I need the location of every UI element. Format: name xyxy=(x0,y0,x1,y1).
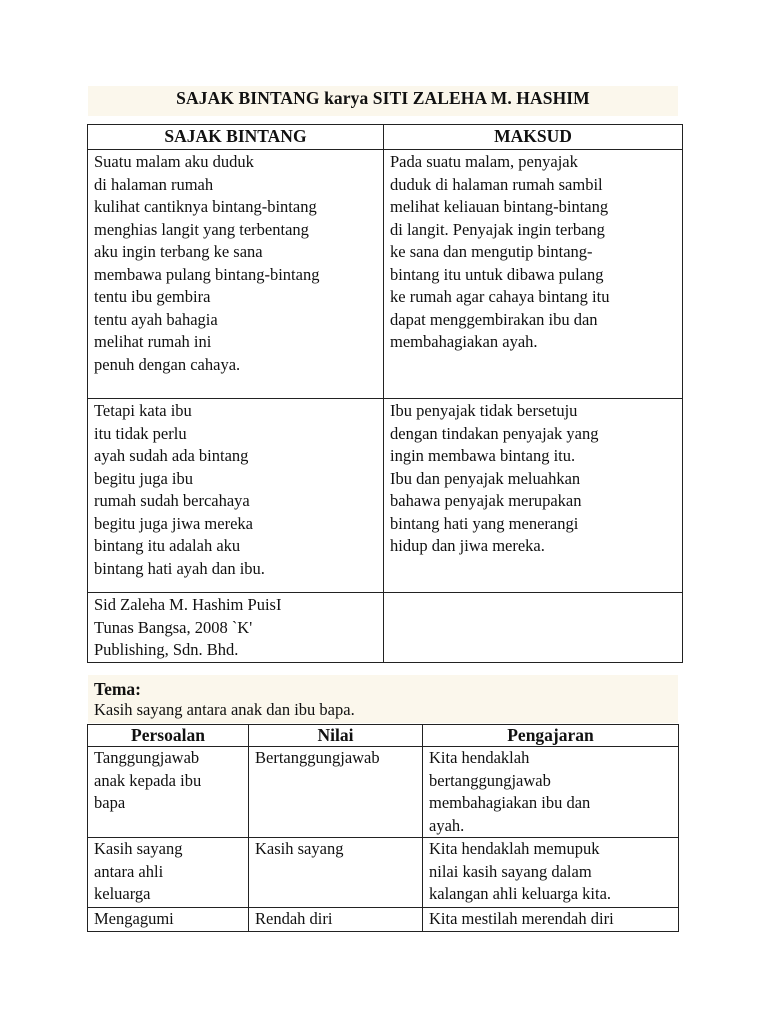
poem-line: Tetapi kata ibu xyxy=(94,401,192,420)
poem-line: tentu ibu gembira xyxy=(94,287,211,306)
meaning-line: duduk di halaman rumah sambil xyxy=(390,174,603,194)
persoalan-line: anak kepada ibu xyxy=(94,770,202,790)
pengajaran-cell xyxy=(423,908,679,932)
pengajaran-line: Kita mestilah merendah diri xyxy=(429,909,614,928)
meaning-empty-cell xyxy=(384,593,683,663)
persoalan-line: Tanggungjawab xyxy=(94,748,200,767)
persoalan-line: antara ahli xyxy=(94,861,164,881)
meaning-line: ingin membawa bintang itu. xyxy=(390,446,576,465)
meaning-line: bahawa penyajak merupakan xyxy=(390,491,582,510)
meaning-line: hidup dan jiwa mereka. xyxy=(390,536,545,555)
pengajaran-line: kalangan ahli keluarga kita. xyxy=(429,884,612,903)
header-sajak-bintang: SAJAK BINTANG xyxy=(88,125,384,150)
table-row xyxy=(88,838,679,908)
meaning-line: dengan tindakan penyajak yang xyxy=(390,423,599,443)
meaning-line: di langit. Penyajak ingin terbang xyxy=(390,219,605,239)
persoalan-line: Mengagumi xyxy=(94,909,174,928)
table-row xyxy=(88,150,683,399)
meaning-line: bintang hati yang menerangi xyxy=(390,513,579,533)
pengajaran-line: membahagiakan ibu dan xyxy=(429,793,591,812)
poem-stanza-1 xyxy=(88,150,384,399)
tema-text: Kasih sayang antara anak dan ibu bapa. xyxy=(94,700,355,719)
persoalan-cell xyxy=(88,838,249,908)
pengajaran-cell xyxy=(423,747,679,838)
nilai-line: Kasih sayang xyxy=(255,839,344,858)
poem-line: penuh dengan cahaya. xyxy=(94,354,241,374)
poem-line: itu tidak perlu xyxy=(94,423,187,443)
header-persoalan: Persoalan xyxy=(88,725,249,747)
meaning-line: Ibu penyajak tidak bersetuju xyxy=(390,401,578,420)
table-row xyxy=(88,747,679,838)
poem-line: kulihat cantiknya bintang-bintang xyxy=(94,197,317,216)
poem-line: ayah sudah ada bintang xyxy=(94,446,249,465)
meaning-stanza-1 xyxy=(384,150,683,399)
persoalan-cell xyxy=(88,908,249,932)
poem-stanza-2 xyxy=(88,399,384,593)
nilai-cell xyxy=(249,908,423,932)
poem-line: bintang hati ayah dan ibu. xyxy=(94,558,265,578)
header-maksud: MAKSUD xyxy=(384,125,683,150)
table-row xyxy=(88,593,683,663)
meaning-line: dapat menggembirakan ibu dan xyxy=(390,309,598,329)
pengajaran-line: Kita hendaklah xyxy=(429,748,530,767)
poem-line: aku ingin terbang ke sana xyxy=(94,242,263,261)
poem-table xyxy=(87,124,683,663)
pengajaran-cell xyxy=(423,838,679,908)
meaning-line: ke rumah agar cahaya bintang itu xyxy=(390,287,610,306)
persoalan-line: bapa xyxy=(94,793,126,812)
nilai-cell xyxy=(249,838,423,908)
poem-line: melihat rumah ini xyxy=(94,332,212,351)
meaning-line: ke sana dan mengutip bintang- xyxy=(390,242,593,261)
pengajaran-line: Kita hendaklah memupuk xyxy=(429,839,600,858)
poem-line: rumah sudah bercahaya xyxy=(94,491,250,510)
tema-label: Tema: xyxy=(94,679,141,699)
citation-line: Sid Zaleha M. Hashim PuisI xyxy=(94,595,282,614)
meaning-line: membahagiakan ayah. xyxy=(390,332,538,351)
header-pengajaran: Pengajaran xyxy=(423,725,679,747)
poem-source-citation xyxy=(88,593,384,663)
poem-line: menghias langit yang terbentang xyxy=(94,219,309,239)
meaning-line: Pada suatu malam, penyajak xyxy=(390,152,578,171)
header-nilai: Nilai xyxy=(249,725,423,747)
citation-line: Publishing, Sdn. Bhd. xyxy=(94,640,239,659)
poem-line: tentu ayah bahagia xyxy=(94,309,218,329)
pengajaran-line: bertanggungjawab xyxy=(429,770,551,790)
persoalan-line: keluarga xyxy=(94,884,151,903)
poem-line: begitu juga jiwa mereka xyxy=(94,513,253,533)
values-table xyxy=(87,724,679,932)
poem-line: begitu juga ibu xyxy=(94,468,193,488)
nilai-cell xyxy=(249,747,423,838)
persoalan-cell xyxy=(88,747,249,838)
meaning-line: melihat keliauan bintang-bintang xyxy=(390,197,609,216)
pengajaran-line: nilai kasih sayang dalam xyxy=(429,861,592,881)
poem-table-header xyxy=(88,125,683,150)
poem-line: membawa pulang bintang-bintang xyxy=(94,264,320,284)
poem-line: Suatu malam aku duduk xyxy=(94,152,254,171)
nilai-line: Rendah diri xyxy=(255,909,333,928)
pengajaran-line: ayah. xyxy=(429,815,465,835)
page-title: SAJAK BINTANG karya SITI ZALEHA M. HASHIM xyxy=(176,88,590,108)
meaning-line: Ibu dan penyajak meluahkan xyxy=(390,468,581,488)
table-row xyxy=(88,908,679,932)
citation-line: Tunas Bangsa, 2008 `K' xyxy=(94,617,253,637)
meaning-stanza-2 xyxy=(384,399,683,593)
nilai-line: Bertanggungjawab xyxy=(255,748,380,767)
persoalan-line: Kasih sayang xyxy=(94,839,183,858)
poem-line: di halaman rumah xyxy=(94,174,214,194)
table-row xyxy=(88,399,683,593)
meaning-line: bintang itu untuk dibawa pulang xyxy=(390,264,604,284)
values-table-header xyxy=(88,725,679,747)
poem-line: bintang itu adalah aku xyxy=(94,536,241,555)
